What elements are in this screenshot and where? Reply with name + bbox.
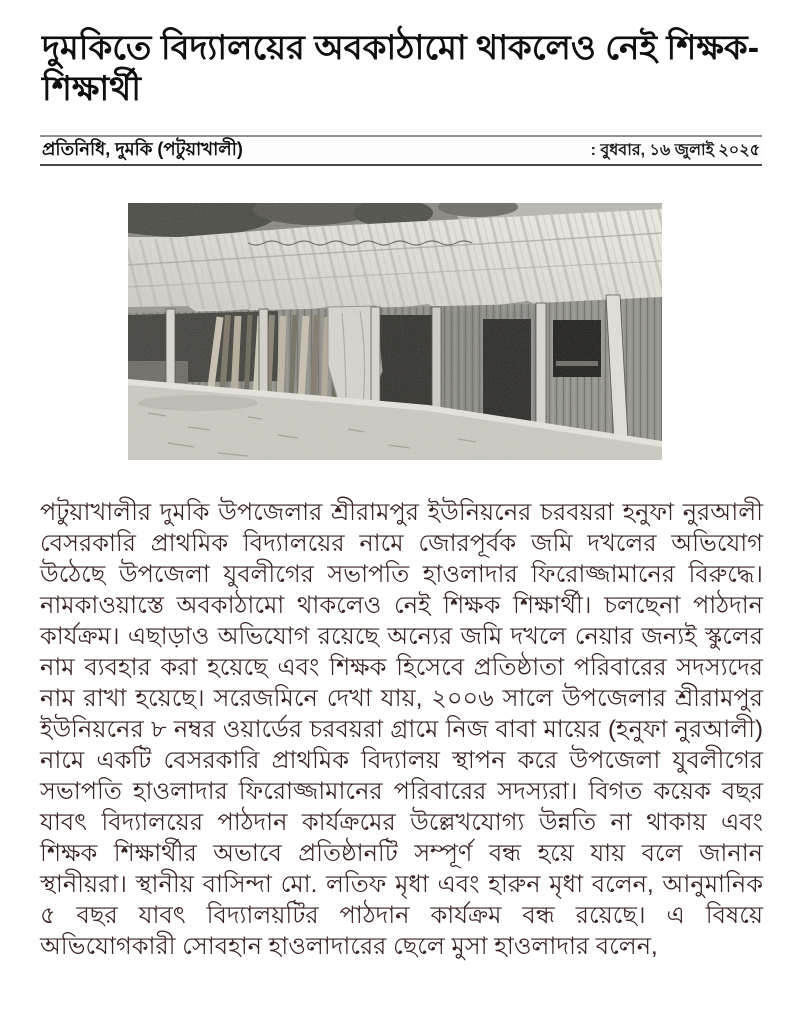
school-building-illustration — [128, 203, 662, 460]
article-body: পটুয়াখালীর দুমকি উপজেলার শ্রীরামপুর ইউনিয়নের চরবয়রা হনুফা নুরআলী বেসরকারি প্রাথমিক বিদ্যালয়ের নামে জোরপূর্বক জমি দখলের অভিযোগ উঠেছে উপজেলা যুবলীগের সভাপতি হাওলাদার ফিরোজ্জামানের বিরুদ্ধে। নামকাওয়াস্তে অবকাঠামো থাকলেও নেই শিক্ষক শিক্ষার্থী। চলছেনা পাঠদান কার্যক্রম। এছাড়াও অভিযোগ রয়েছে অন্যের জমি দখলে নেয়ার জন্যই স্কুলের নাম ব্যবহার করা হয়েছে এবং শিক্ষক হিসেবে প্রতিষ্ঠাতা পরিবারের সদস্যদের নাম রাখা হয়েছে। সরেজমিনে দেখা যায়, ২০০৬ সালে উপজেলার শ্রীরামপুর ইউনিয়নের ৮ নম্বর ওয়ার্ডের চরবয়রা গ্রামে নিজ বাবা মায়ের (হনুফা নুরআলী) নামে একটি বেসরকারি প্রাথমিক বিদ্যালয় স্থাপন করে উপজেলা যুবলীগের সভাপতি হাওলাদার ফিরোজ্জামানের পরিবারের সদস্যরা। বিগত কয়েক বছর যাবৎ বিদ্যালয়ের পাঠদান কার্যক্রমের উল্লেখযোগ্য উন্নতি না থাকায় এবং শিক্ষক শিক্ষার্থীর অভাবে প্রতিষ্ঠানটি সম্পূর্ণ বন্ধ হয়ে যায় বলে জানান স্থানীয়রা। স্থানীয় বাসিন্দা মো. লতিফ মৃধা এবং হারুন মৃধা বলেন, আনুমানিক ৫ বছর যাবৎ বিদ্যালয়টির পাঠদান কার্যক্রম বন্ধ রয়েছে। এ বিষয়ে অভিযোগকারী সোবহান হাওলাদারের ছেলে মুসা হাওলাদার বলেন, — [40, 499, 763, 960]
article-photo — [128, 203, 662, 460]
reporter-byline: প্রতিনিধি, দুমকি (পটুয়াখালী) — [42, 139, 243, 159]
byline-bar — [40, 135, 762, 166]
article-headline: দুমকিতে বিদ্যালয়ের অবকাঠামো থাকলেও নেই শিক্ষক-শিক্ষার্থী — [42, 29, 760, 108]
publish-date: : বুধবার, ১৬ জুলাই ২০২৫ — [590, 142, 760, 159]
